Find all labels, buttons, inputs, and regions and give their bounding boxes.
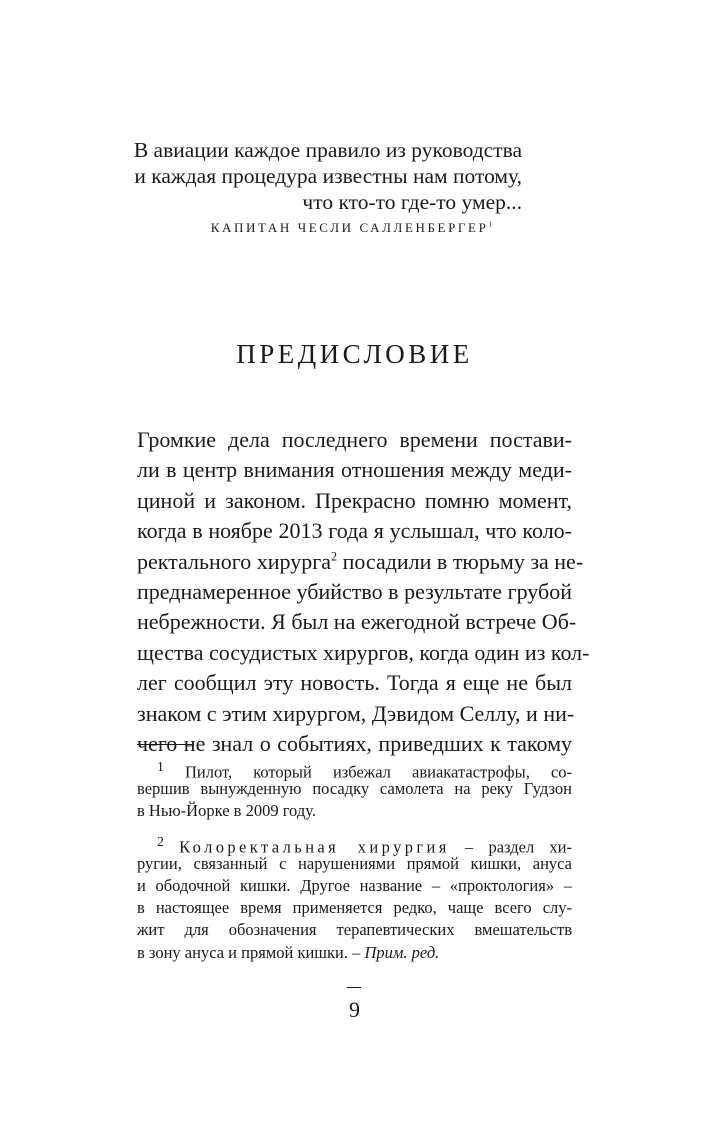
epigraph-author — [0, 219, 492, 237]
body-line: щества сосудистых хирургов, когда один из кол- — [137, 639, 590, 665]
footnote-1-text: Пилот, который избежал авиакатастрофы, со- — [185, 762, 573, 782]
footnotes — [137, 756, 572, 964]
body-line: преднамеренное убийство в результате грубой — [137, 578, 572, 604]
body-line: циной и законом. Прекрасно помню момент, — [137, 487, 572, 513]
footnote-2-line: и ободочной кишки. Другое название – «проктология» – — [137, 875, 572, 895]
body-line: небрежности. Я был на ежегодной встрече Об- — [137, 609, 577, 635]
footnote-2-text: – раздел хи- — [449, 837, 572, 857]
footnote-2-line: в настоящее время применяется редко, чаще всего слу- — [137, 898, 572, 918]
body-line: когда в ноябре 2013 года я услышал, что коло- — [137, 518, 572, 544]
body-line: знаком с этим хирургом, Дэвидом Селлу, и ни- — [137, 700, 575, 726]
footnote-2-line: жит для обозначения терапевтических вмешательств — [137, 920, 572, 940]
body-line-part: ректального хирурга — [137, 548, 332, 574]
footnote-2-line: ругии, связанный с нарушениями прямой кишки, ануса — [137, 853, 572, 873]
footnote-1-line: в Нью-Йорке в 2009 году. — [137, 801, 316, 821]
editor-note: Прим. ред. — [364, 942, 440, 962]
epigraph-line: что кто-то где-то умер... — [302, 190, 522, 214]
epigraph-author-name: КАПИТАН ЧЕСЛИ САЛЛЕНБЕРГЕР — [210, 220, 489, 235]
footnote-2-number: 2 — [157, 833, 164, 849]
body-line: ли в центр внимания отношения между меди- — [137, 457, 572, 483]
page-number: 9 — [349, 997, 360, 1022]
footnote-1-number: 1 — [157, 759, 164, 774]
body-line: Громкие дела последнего времени постави- — [137, 427, 572, 452]
body-line-part: посадили в тюрьму за не- — [342, 548, 584, 574]
chapter-title: ПРЕДИСЛОВИЕ — [236, 339, 473, 369]
body-text — [137, 425, 590, 759]
body-line — [137, 547, 584, 577]
epigraph-line: В авиации каждое правило из руководства — [133, 138, 522, 162]
footnote-2-line — [137, 942, 572, 964]
footnote-ref-1: 1 — [488, 220, 492, 229]
footnote-1-line: вершив вынужденную посадку самолета на реку Гудзон — [137, 779, 572, 799]
epigraph — [0, 137, 522, 215]
footnote-2-text: в зону ануса и прямой кишки. – — [137, 942, 361, 962]
footnote-1-line — [137, 756, 573, 782]
footnote-2-term: Колоректальная хирургия — [179, 837, 450, 857]
footnote-ref-2: 2 — [331, 549, 338, 564]
footnote-divider — [137, 744, 194, 745]
footnote-spacer — [137, 823, 572, 831]
body-line: лег сообщил эту новость. Тогда я еще не был — [137, 670, 572, 696]
page-number-rule — [347, 987, 361, 988]
epigraph-line: и каждая процедура известны нам потому, — [134, 164, 522, 188]
footnote-2-line — [137, 831, 572, 857]
body-line: чего не знал о событиях, приведших к такому — [137, 730, 572, 756]
